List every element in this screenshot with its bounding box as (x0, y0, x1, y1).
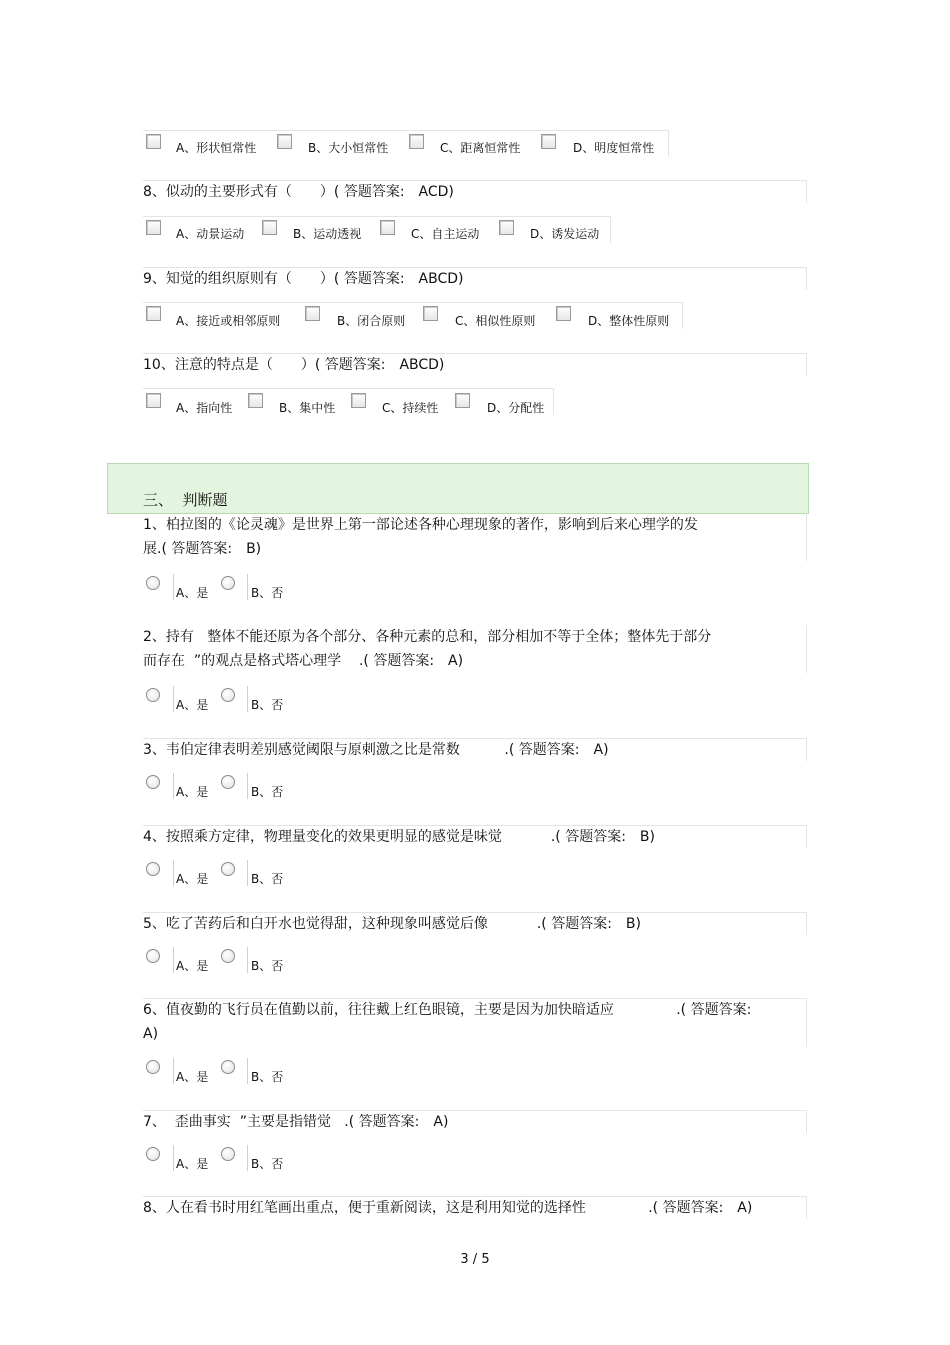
checkbox-c[interactable] (380, 220, 395, 235)
mc-question-9 (143, 267, 807, 290)
tf6-options (143, 1056, 293, 1086)
checkbox-d[interactable] (556, 306, 571, 321)
radio-a[interactable] (146, 1060, 160, 1074)
option-a-label: A、是 (176, 872, 209, 886)
checkbox-a[interactable] (146, 306, 161, 321)
question-text-line1: 3、韦伯定律表明差别感觉阈限与原刺激之比是常数 .( 答题答案: A) (143, 742, 609, 758)
divider (247, 574, 248, 600)
question-text-line1: 6、值夜勤的飞行员在值勤以前，往往戴上红色眼镜，主要是因为加快暗适应 .( 答题答案: (143, 1002, 752, 1018)
divider (173, 686, 174, 712)
checkbox-a[interactable] (146, 393, 161, 408)
option-a-label: A、形状恒常性 (176, 141, 257, 155)
option-d-label: D、诱发运动 (530, 227, 600, 241)
option-a-label: A、是 (176, 586, 209, 600)
tf-question-5 (143, 912, 807, 935)
divider (173, 947, 174, 973)
tf-question-3 (143, 738, 807, 761)
checkbox-b[interactable] (248, 393, 263, 408)
page-number: 3 / 5 (460, 1252, 490, 1267)
option-a-label: A、是 (176, 785, 209, 799)
divider (173, 1145, 174, 1171)
radio-a[interactable] (146, 775, 160, 789)
option-b-label: B、否 (251, 1157, 284, 1171)
mc8-options-row (143, 216, 611, 243)
radio-b[interactable] (221, 949, 235, 963)
question-text-line1: 7、 歪曲事实 ”主要是指错觉 .( 答题答案: A) (143, 1114, 449, 1130)
divider (173, 773, 174, 799)
option-a-label: A、接近或相邻原则 (176, 314, 281, 328)
radio-a[interactable] (146, 949, 160, 963)
mc-question-10 (143, 353, 807, 376)
option-a-label: A、是 (176, 1070, 209, 1084)
radio-b[interactable] (221, 862, 235, 876)
radio-a[interactable] (146, 688, 160, 702)
option-c-label: C、相似性原则 (455, 314, 536, 328)
radio-b[interactable] (221, 576, 235, 590)
question-text: 8、似动的主要形式有（ ）( 答题答案: ACD) (143, 184, 454, 200)
option-d-label: D、明度恒常性 (573, 141, 655, 155)
option-b-label: B、否 (251, 872, 284, 886)
question-text-line2: 而存在 ”的观点是格式塔心理学 .( 答题答案: A) (143, 653, 464, 669)
question-text: 10、注意的特点是（ ）( 答题答案: ABCD) (143, 357, 445, 373)
tf5-options (143, 945, 293, 975)
mc10-options-row (143, 388, 554, 415)
option-a-label: A、动景运动 (176, 227, 245, 241)
divider (247, 773, 248, 799)
radio-a[interactable] (146, 1147, 160, 1161)
tf4-options (143, 858, 293, 888)
mc9-options-row (143, 302, 683, 329)
section-title: 三、 判断题 (143, 491, 228, 509)
option-d-label: D、分配性 (487, 401, 545, 415)
tf-question-7 (143, 1110, 807, 1133)
checkbox-b[interactable] (262, 220, 277, 235)
option-b-label: B、运动透视 (293, 227, 362, 241)
mc7-options-row (143, 130, 669, 157)
question-text-line2: 展.( 答题答案: B) (143, 541, 262, 557)
option-b-label: B、否 (251, 586, 284, 600)
question-text-line1: 5、吃了苦药后和白开水也觉得甜，这种现象叫感觉后像 .( 答题答案: B) (143, 916, 642, 932)
option-b-label: B、集中性 (279, 401, 336, 415)
option-a-label: A、是 (176, 959, 209, 973)
tf-question-8 (143, 1196, 807, 1219)
radio-b[interactable] (221, 1147, 235, 1161)
mc-question-8 (143, 180, 807, 203)
checkbox-d[interactable] (541, 134, 556, 149)
divider (247, 686, 248, 712)
checkbox-b[interactable] (305, 306, 320, 321)
checkbox-c[interactable] (351, 393, 366, 408)
tf-question-4 (143, 825, 807, 848)
divider (247, 947, 248, 973)
option-b-label: B、闭合原则 (337, 314, 406, 328)
question-text-line1: 4、按照乘方定律，物理量变化的效果更明显的感觉是味觉 .( 答题答案: B) (143, 829, 656, 845)
option-b-label: B、大小恒常性 (308, 141, 389, 155)
divider (247, 1058, 248, 1084)
radio-b[interactable] (221, 1060, 235, 1074)
option-b-label: B、否 (251, 959, 284, 973)
tf-question-2 (143, 625, 807, 673)
question-text-line1: 1、柏拉图的《论灵魂》是世界上第一部论述各种心理现象的著作，影响到后来心理学的发 (143, 517, 698, 533)
question-text: 9、知觉的组织原则有（ ）( 答题答案: ABCD) (143, 271, 464, 287)
tf1-options (143, 572, 293, 602)
option-d-label: D、整体性原则 (588, 314, 670, 328)
checkbox-a[interactable] (146, 134, 161, 149)
checkbox-c[interactable] (409, 134, 424, 149)
radio-b[interactable] (221, 775, 235, 789)
option-c-label: C、自主运动 (411, 227, 480, 241)
radio-b[interactable] (221, 688, 235, 702)
option-a-label: A、是 (176, 698, 209, 712)
tf7-options (143, 1143, 293, 1173)
option-b-label: B、否 (251, 1070, 284, 1084)
option-a-label: A、指向性 (176, 401, 233, 415)
tf-question-6 (143, 998, 807, 1047)
checkbox-d[interactable] (499, 220, 514, 235)
option-c-label: C、距离恒常性 (440, 141, 521, 155)
checkbox-b[interactable] (277, 134, 292, 149)
question-text-line2: A) (143, 1026, 159, 1042)
checkbox-c[interactable] (423, 306, 438, 321)
option-b-label: B、否 (251, 785, 284, 799)
divider (173, 574, 174, 600)
option-a-label: A、是 (176, 1157, 209, 1171)
section-header-judgment (107, 463, 809, 514)
radio-a[interactable] (146, 576, 160, 590)
question-text-line1: 8、人在看书时用红笔画出重点，便于重新阅读，这是利用知觉的选择性 .( 答题答案: A) (143, 1200, 753, 1216)
checkbox-d[interactable] (455, 393, 470, 408)
tf2-options (143, 684, 293, 714)
tf-question-1 (143, 513, 807, 561)
tf3-options (143, 771, 293, 801)
option-b-label: B、否 (251, 698, 284, 712)
option-c-label: C、持续性 (382, 401, 439, 415)
divider (247, 1145, 248, 1171)
divider (247, 860, 248, 886)
divider (173, 860, 174, 886)
divider (173, 1058, 174, 1084)
radio-a[interactable] (146, 862, 160, 876)
checkbox-a[interactable] (146, 220, 161, 235)
question-text-line1: 2、持有 整体不能还原为各个部分、各种元素的总和，部分相加不等于全体；整体先于部分 (143, 629, 712, 645)
